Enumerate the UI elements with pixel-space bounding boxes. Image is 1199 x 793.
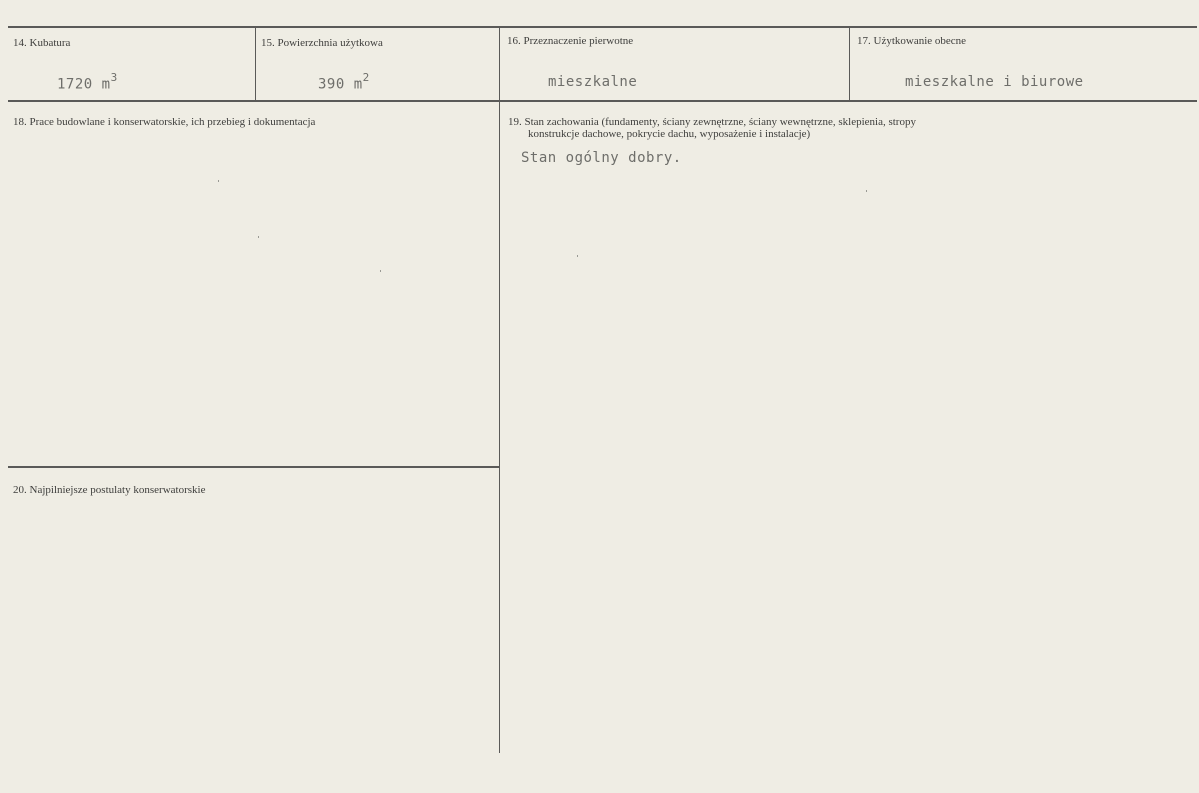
paper-speck <box>577 255 578 257</box>
field-14-value <box>57 73 118 93</box>
field-18-bottom-rule <box>8 466 499 468</box>
field-19-value: Stan ogólny dobry. <box>521 150 682 166</box>
field-19-label-line1: 19. Stan zachowania (fundamenty, ściany zewnętrzne, ściany wewnętrzne, sklepienia, stropy <box>508 116 916 128</box>
field-14-value-unit-exp: 3 <box>110 71 118 84</box>
row1-bottom-rule <box>8 100 1197 102</box>
field-15-value-unit-exp: 2 <box>362 71 370 84</box>
field-14-value-text: 1720 m <box>57 76 111 93</box>
divider-15-16 <box>499 28 500 753</box>
field-17-value: mieszkalne i biurowe <box>905 74 1084 90</box>
paper-speck <box>218 180 219 182</box>
divider-14-15 <box>255 28 256 100</box>
field-17-label: 17. Użytkowanie obecne <box>857 35 967 47</box>
paper-speck <box>866 190 867 192</box>
field-18-label: 18. Prace budowlane i konserwatorskie, ich przebieg i dokumentacja <box>13 116 316 128</box>
paper-speck <box>258 236 259 238</box>
field-20-label: 20. Najpilniejsze postulaty konserwatorskie <box>13 484 206 496</box>
field-15-value <box>318 73 370 93</box>
top-rule <box>8 26 1197 28</box>
field-15-label: 15. Powierzchnia użytkowa <box>261 37 383 49</box>
field-19-label-line2: konstrukcje dachowe, pokrycie dachu, wyposażenie i instalacje) <box>528 128 811 140</box>
field-16-value: mieszkalne <box>548 74 638 90</box>
paper-speck <box>380 270 381 272</box>
divider-16-17 <box>849 28 850 100</box>
field-14-label: 14. Kubatura <box>13 37 71 49</box>
field-16-label: 16. Przeznaczenie pierwotne <box>507 35 634 47</box>
field-15-value-text: 390 m <box>318 76 363 93</box>
